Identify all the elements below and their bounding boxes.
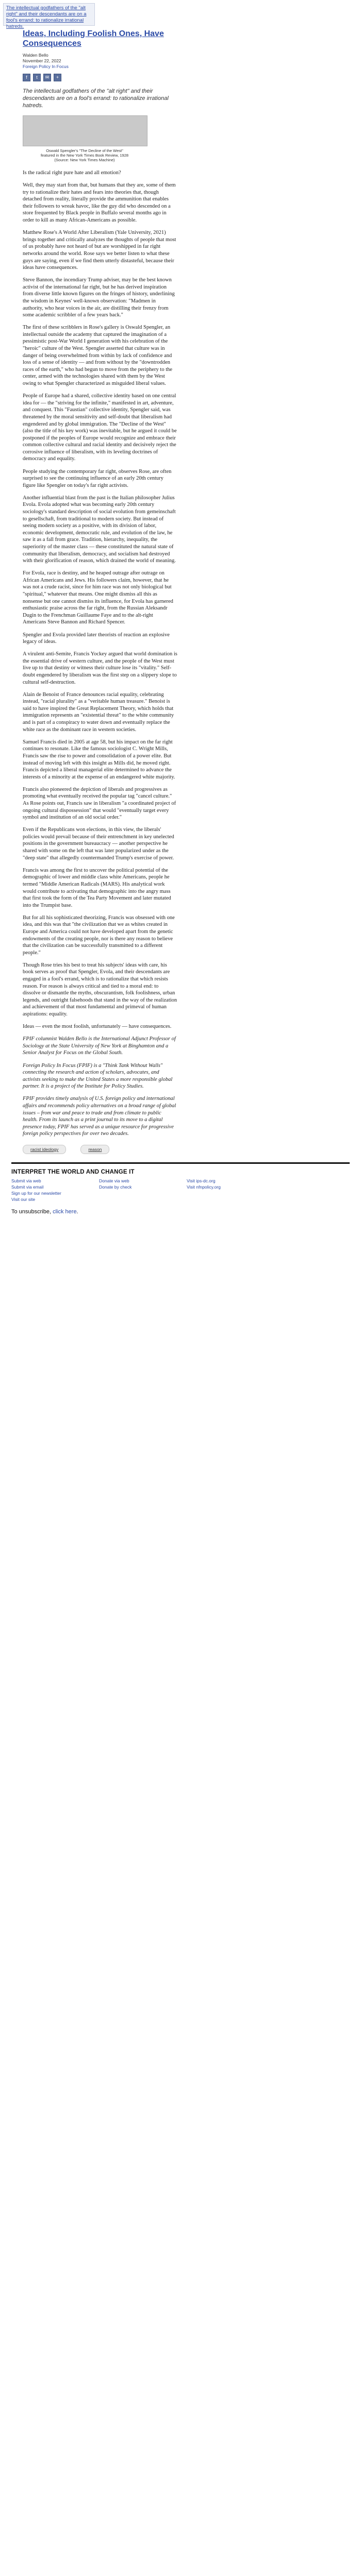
body-paragraph: Spengler and Evola provided later theorists of reaction an explosive legacy of ideas. xyxy=(23,632,170,645)
article-dek: The intellectual godfathers of the "alt right" and their descendants are on a fool's errand: to rationalize irrational hatreds. xyxy=(23,88,169,109)
article-title[interactable]: Ideas, Including Foolish Ones, Have Consequences xyxy=(23,29,164,48)
body-paragraph: Samuel Francis died in 2005 at age 58, but his impact on the far right continues to resonate. Like the famous sociologist C. Wright Mills, Francis saw the rise to power and consolidation of a power elite. But instead of moving left with this insight as Mills did, he moved right. Francis depicted a liberal managerial elite determined to advance the interests of a minority at the expense of an endangered white majority. xyxy=(23,739,175,780)
body-paragraph: Alain de Benoist of France denounces racial equality, celebrating instead, "racial plurality" as a "veritable human treasure." Benoist is said to have inspired the Great Replacement Theory, which holds that immigration represents an "existential threat" to the white community and is part of a conspiracy to water down and eventually replace the white race as the dominant race in western societies. xyxy=(23,691,174,733)
body-paragraph: Francis was among the first to uncover the political potential of the demographic of lower and middle class white Americans, people he termed "Middle American Radicals (MARS). His analytical work would contribute to activating that demographic into the angry mass that first took the form of the Tea Party Movement and later mutated into the Trumpist base. xyxy=(23,867,171,908)
newsletter-page xyxy=(0,0,361,1217)
body-paragraph: People studying the contemporary far right, observes Rose, are often surprised to see the continuing influence of an early 20th century figure like Spengler on today's far right activists. xyxy=(23,468,172,488)
submit-web-link[interactable]: Submit via web xyxy=(11,1178,41,1183)
body-paragraph: Another influential blast from the past is the Italian philosopher Julius Evola. Evola adopted what was becoming early 20th century sociology's standard description of social evolution from gemeinschaft to gesellschaft, from traditional to modern society. But instead of seeing modern society as a positive, with its division of labor, economic development, democratic rule, and evolution of the law, he saw it as a fall from grace. Tradition, hierarchy, inequality, the superiority of the master class — these constituted the natural state of community that liberalism, democracy, and socialism had destroyed with their glorification of reason, which drained the world of meaning. xyxy=(23,495,176,564)
body-paragraph: A virulent anti-Semite, Francis Yockey argued that world domination is the essential drive of western culture, and the people of the West must live up to that destiny or witness their culture lose its "vitality." Self-doubt engendered by liberalism was the first step on a slippery slope to cultural self-destruction. xyxy=(23,651,177,685)
unsubscribe-line: To unsubscribe, click here. xyxy=(11,1208,78,1215)
body-paragraph: Matthew Rose's A World After Liberalism (Yale University, 2021) brings together and critically analyzes the thoughts of people that most of us probably have not heard of but are worshipped in far right networks around the world. Rose says we better listen to what these guys are saying, even if we find them utterly distasteful, because their ideas have consequences. xyxy=(23,230,176,271)
share-link-icon[interactable]: + xyxy=(54,74,61,81)
footer-heading: INTERPRET THE WORLD AND CHANGE IT xyxy=(11,1168,135,1175)
share-bar xyxy=(23,74,350,81)
author-bio xyxy=(23,1036,350,1138)
body-paragraph: For Evola, race is destiny, and he heaped outrage after outrage on African Americans and Jews. His followers claim, however, that he was not a crude racist, since for him race was not only biological but "spiritual," whatever that means. One might dismiss all this as nonsense but one cannot dismiss its influence, for Evola has garnered enthusiastic praise across the far right, from the Russian Aleksandr Dugin to the Frenchman Guillaume Faye and to the alt-right Americans Steve Bannon and Richard Spencer. xyxy=(23,570,173,625)
body-paragraph: Though Rose tries his best to treat his subjects' ideas with care, his book serves as proof that Spengler, Evola, and their descendants are engaged in a fool's errand, which is to rationalize that which resists reason. For reason is always critical and tied to a moral end: to dissolve or dismantle the myths, obscurantism, folk foolishness, urban legends, and outright falsehoods that stand in the way of the realization and achievement of that most fundamental and primeval of human aspirations: equality. xyxy=(23,962,177,1018)
tag-reason[interactable]: reason xyxy=(80,1145,109,1154)
body-paragraph: Ideas — even the most foolish, unfortunately — have consequences. xyxy=(23,1024,172,1030)
bio-paragraph: Foreign Policy In Focus (FPIF) is a "Think Tank Without Walls" connecting the research and action of scholars, advocates, and activists seeking to make the United States a more responsible global partner. It is a project of the Institute for Policy Studies. xyxy=(23,1062,173,1090)
body-paragraph: But for all his sophisticated theorizing, Francis was obsessed with one idea, and this was that "the civilization that we as whites created in Europe and America could not have developed apart from the genetic endowments of the creating people, nor is there any reason to believe that the civilization can be successfully transmitted to a different people." xyxy=(23,914,175,956)
body-paragraph: Francis also pioneered the depiction of liberals and progressives as promoting what eventually received the popular tag "cancel culture." As Rose points out, Francis saw in liberalism "a coordinated project of ongoing cultural dispossession" that would "eventually target every symbol and institution of an old social order." xyxy=(23,786,176,821)
unsubscribe-link[interactable]: click here xyxy=(53,1208,77,1215)
top-banner xyxy=(0,0,361,29)
bio-paragraph: FPIF columnist Walden Bello is the International Adjunct Professor of Sociology at the State University of New York at Binghamton and a Senior Analyst for Focus on the Global South. xyxy=(23,1036,176,1056)
article-body xyxy=(23,170,350,1030)
share-email-icon[interactable]: ✉ xyxy=(43,74,51,81)
submit-email-link[interactable]: Submit via email xyxy=(11,1184,44,1190)
author-name: Walden Bello xyxy=(23,53,48,58)
article-meta xyxy=(23,53,350,70)
footer-links xyxy=(11,1178,350,1202)
body-paragraph: Well, they may start from that, but humans that they are, some of them try to rationalize their hates and fears into theories that, though detached from reality, literally provide the ammunition that enables their followers to wreak havoc, like the guy did who descended on a store frequented by Black people in Buffalo several months ago in order to kill as many African-Americans as possible. xyxy=(23,182,176,224)
share-facebook-icon[interactable]: f xyxy=(23,74,30,81)
photo-caption: Oswald Spengler's "The Decline of the West" featured in the New York Times Book Review, 1928 (Source: New York Times Machine) xyxy=(40,148,129,162)
tag-list xyxy=(23,1145,361,1154)
body-paragraph: The first of these scribblers in Rose's gallery is Oswald Spengler, an intellectual outside the academy that captured the imagination of a pessimistic post-War World I generation with his celebration of the "heroic" culture of the West. Spengler asserted that culture was in danger of being overwhelmed from within by lack of confidence and loss of a sense of identity — and from without by the "downtrodden races of the earth," who had begun to move from the periphery to the center, armed with the technologies shared with them by the West owing to what Spengler characterized as misguided liberal values. xyxy=(23,325,173,387)
article-photo xyxy=(23,115,147,146)
share-twitter-icon[interactable]: t xyxy=(33,74,41,81)
bio-paragraph: FPIF provides timely analysis of U.S. foreign policy and international affairs and recommends policy alternatives on a broad range of global issues – from war and peace to trade and from climate to public health. From its launch as a print journal to its move to a digital presence today, FPIF has served as a unique resource for progressive foreign policy perspectives for over two decades. xyxy=(23,1096,176,1137)
visit-ips-link[interactable]: Visit ips-dc.org xyxy=(187,1178,216,1183)
newsletter-signup-link[interactable]: Sign up for our newsletter xyxy=(11,1190,61,1196)
body-paragraph: Is the radical right pure hate and all emotion? xyxy=(23,170,121,176)
visit-site-link[interactable]: Visit our site xyxy=(11,1196,36,1202)
donate-web-link[interactable]: Donate via web xyxy=(99,1178,129,1183)
tag-racist-ideology[interactable]: racist ideology xyxy=(23,1145,66,1154)
publication-link[interactable]: Foreign Policy In Focus xyxy=(23,64,69,69)
publish-date: November 22, 2022 xyxy=(23,58,61,63)
donate-check-link[interactable]: Donate by check xyxy=(99,1184,132,1190)
footer xyxy=(0,1164,361,1217)
banner-image-link[interactable]: The intellectual godfathers of the "alt right" and their descendants are on a fool's errand: to rationalize irrational hatreds. xyxy=(3,3,95,26)
body-paragraph: Even if the Republicans won elections, in this view, the liberals' policies would prevail because of their entrenchment in key unelected positions in the government bureaucracy — another perspective he shared with some on the left that was later popularized under as the "deep state" that allegedly countermanded Trump's exercise of power. xyxy=(23,827,174,861)
article xyxy=(0,29,361,1138)
body-paragraph: People of Europe had a shared, collective identity based on one central idea for — the "striving for the infinite," manifested in art, adventure, and conquest. This "Faustian" collective identity, Spengler said, was threatened by the moral sensitivity and self-doubt that liberalism had engendered and by global immigration. The "Decline of the West" (also the title of his key work) was inevitable, but he argued it could be postponed if the peoples of Europe would recognize and embrace their common collective cultural and racial identity and decisively reject the corrosive influence of liberalism, with its leveling doctrines of democracy and equality. xyxy=(23,393,177,462)
visit-nfn-link[interactable]: Visit nfnpolicy.org xyxy=(187,1184,221,1190)
body-paragraph: Steve Bannon, the incendiary Trump adviser, may be the best known activist of the international far right, but he has derived inspiration from diverse little known figures on the fringes of history, underlining the wisdom in Keynes' well-known observation: "Madmen in authority, who hear voices in the air, are distilling their frenzy from some academic scribbler of a few years back." xyxy=(23,277,175,318)
